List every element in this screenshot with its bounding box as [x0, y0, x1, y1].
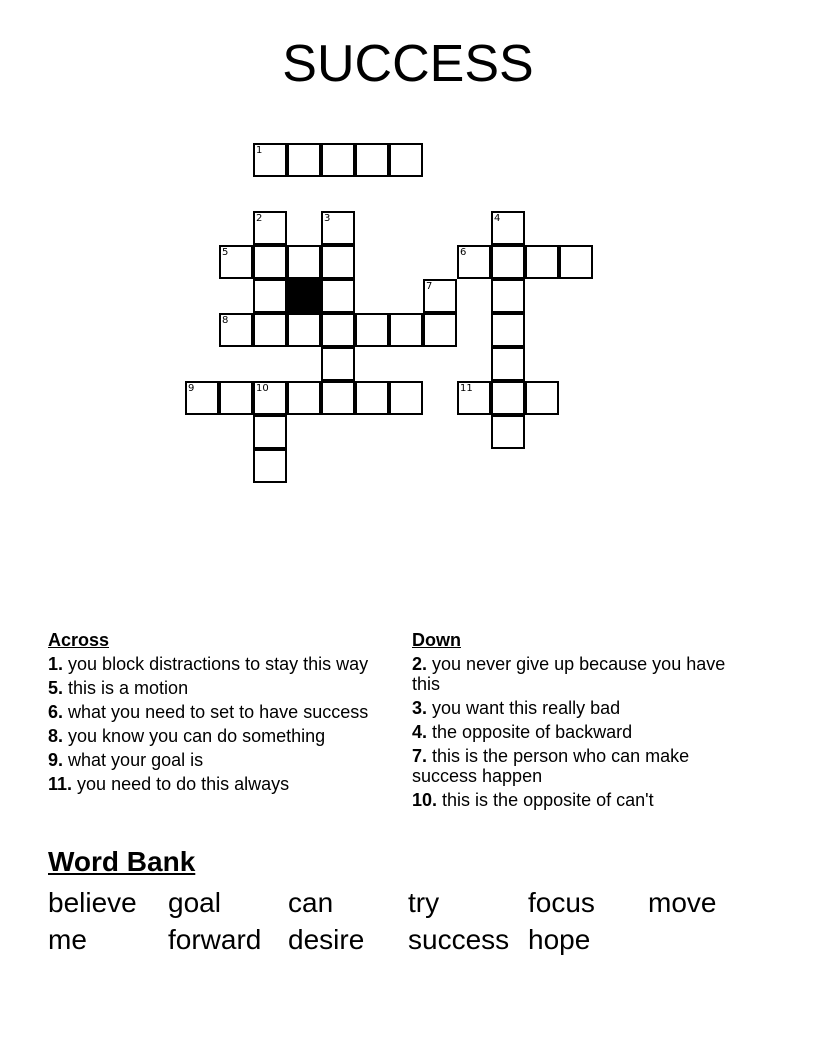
down-clue	[412, 790, 742, 810]
across-clue	[48, 750, 388, 770]
clue-number: 2.	[412, 654, 428, 674]
page-title: SUCCESS	[282, 35, 534, 93]
across-clue	[48, 702, 388, 722]
crossword-cell[interactable]	[321, 381, 355, 415]
crossword-cell[interactable]	[355, 313, 389, 347]
crossword-cell[interactable]	[491, 313, 525, 347]
clue-number: 10	[256, 383, 269, 394]
word-bank-item: desire	[288, 924, 365, 955]
clue-number: 5	[222, 247, 229, 258]
crossword-cell[interactable]	[253, 143, 287, 177]
clue-number: 9	[188, 383, 195, 394]
crossword-cell[interactable]	[491, 245, 525, 279]
word-bank-item: goal	[168, 887, 221, 918]
word-bank-heading: Word Bank	[48, 846, 196, 877]
clue-number: 11	[460, 383, 473, 394]
word-bank-item: success	[408, 924, 510, 955]
crossword-cell[interactable]	[253, 415, 287, 449]
clue-number: 2	[256, 213, 263, 224]
word-bank-item: me	[48, 924, 87, 955]
clue-text: this is the person who can make success happen	[412, 746, 690, 786]
word-bank-item: try	[408, 887, 440, 918]
clue-text: what you need to set to have success	[68, 702, 369, 722]
across-clue	[48, 654, 388, 674]
crossword-cell[interactable]	[491, 415, 525, 449]
clue-number: 5.	[48, 678, 64, 698]
crossword-cell[interactable]	[185, 381, 219, 415]
clue-number: 3.	[412, 698, 428, 718]
clue-number: 11.	[48, 774, 73, 794]
across-clue	[48, 726, 388, 746]
clue-number: 4	[494, 213, 501, 224]
clue-number: 4.	[412, 722, 428, 742]
crossword-cell[interactable]	[423, 279, 457, 313]
crossword-cell[interactable]	[287, 143, 321, 177]
crossword-cell[interactable]	[559, 245, 593, 279]
crossword-cell[interactable]	[253, 313, 287, 347]
clue-number: 6	[460, 247, 467, 258]
word-bank-item: can	[288, 887, 334, 918]
down-clue	[412, 698, 742, 718]
clue-number: 3	[324, 213, 331, 224]
crossword-cell[interactable]	[389, 313, 423, 347]
clue-text: you want this really bad	[432, 698, 621, 718]
word-bank-item: hope	[528, 924, 591, 955]
crossword-cell[interactable]	[491, 279, 525, 313]
crossword-cell[interactable]	[355, 381, 389, 415]
crossword-cell[interactable]	[389, 381, 423, 415]
clue-text: this is the opposite of can't	[442, 790, 654, 810]
down-clues	[412, 630, 742, 814]
across-heading: Across	[48, 630, 110, 650]
crossword-cell[interactable]	[457, 381, 491, 415]
crossword-cell[interactable]	[287, 381, 321, 415]
clue-number: 8.	[48, 726, 64, 746]
crossword-cell[interactable]	[321, 279, 355, 313]
clue-number: 1	[256, 145, 263, 156]
across-clue	[48, 774, 388, 794]
crossword-cell[interactable]	[525, 245, 559, 279]
crossword-cell[interactable]	[321, 313, 355, 347]
crossword-cell[interactable]	[253, 245, 287, 279]
crossword-cell[interactable]	[423, 313, 457, 347]
crossword-cell[interactable]	[253, 279, 287, 313]
crossword-cell[interactable]	[253, 381, 287, 415]
down-clue	[412, 746, 742, 786]
clue-text: the opposite of backward	[432, 722, 633, 742]
crossword-cell[interactable]	[389, 143, 423, 177]
clue-number: 6.	[48, 702, 64, 722]
crossword-cell[interactable]	[525, 381, 559, 415]
crossword-cell[interactable]	[491, 381, 525, 415]
word-bank-item: focus	[528, 887, 595, 918]
down-heading: Down	[412, 630, 461, 650]
clue-number: 10.	[412, 790, 438, 810]
clue-number: 1.	[48, 654, 64, 674]
across-clue	[48, 678, 388, 698]
crossword-cell[interactable]	[253, 449, 287, 483]
crossword-cell[interactable]	[457, 245, 491, 279]
clue-number: 7.	[412, 746, 428, 766]
crossword-cell[interactable]	[355, 143, 389, 177]
down-clue	[412, 722, 742, 742]
clue-text: you need to do this always	[77, 774, 290, 794]
crossword-cell[interactable]	[253, 211, 287, 245]
clue-text: this is a motion	[68, 678, 189, 698]
crossword-cell[interactable]	[287, 313, 321, 347]
crossword-cell[interactable]	[219, 245, 253, 279]
crossword-cell[interactable]	[491, 211, 525, 245]
clue-text: what your goal is	[68, 750, 204, 770]
crossword-grid	[186, 144, 606, 494]
word-bank-item: move	[648, 887, 717, 918]
black-square	[287, 279, 321, 313]
clue-text: you block distractions to stay this way	[68, 654, 369, 674]
crossword-cell[interactable]	[321, 347, 355, 381]
crossword-cell[interactable]	[219, 381, 253, 415]
word-bank	[48, 884, 768, 958]
crossword-cell[interactable]	[321, 245, 355, 279]
across-clues	[48, 630, 388, 798]
crossword-cell[interactable]	[491, 347, 525, 381]
crossword-cell[interactable]	[287, 245, 321, 279]
down-clue	[412, 654, 742, 694]
clue-text: you never give up because you have this	[412, 654, 726, 694]
crossword-cell[interactable]	[321, 143, 355, 177]
clue-number: 7	[426, 281, 433, 292]
clue-number: 8	[222, 315, 229, 326]
crossword-cell[interactable]	[219, 313, 253, 347]
word-bank-item: believe	[48, 887, 137, 918]
clue-number: 9.	[48, 750, 64, 770]
clue-text: you know you can do something	[68, 726, 326, 746]
crossword-cell[interactable]	[321, 211, 355, 245]
word-bank-item: forward	[168, 924, 262, 955]
